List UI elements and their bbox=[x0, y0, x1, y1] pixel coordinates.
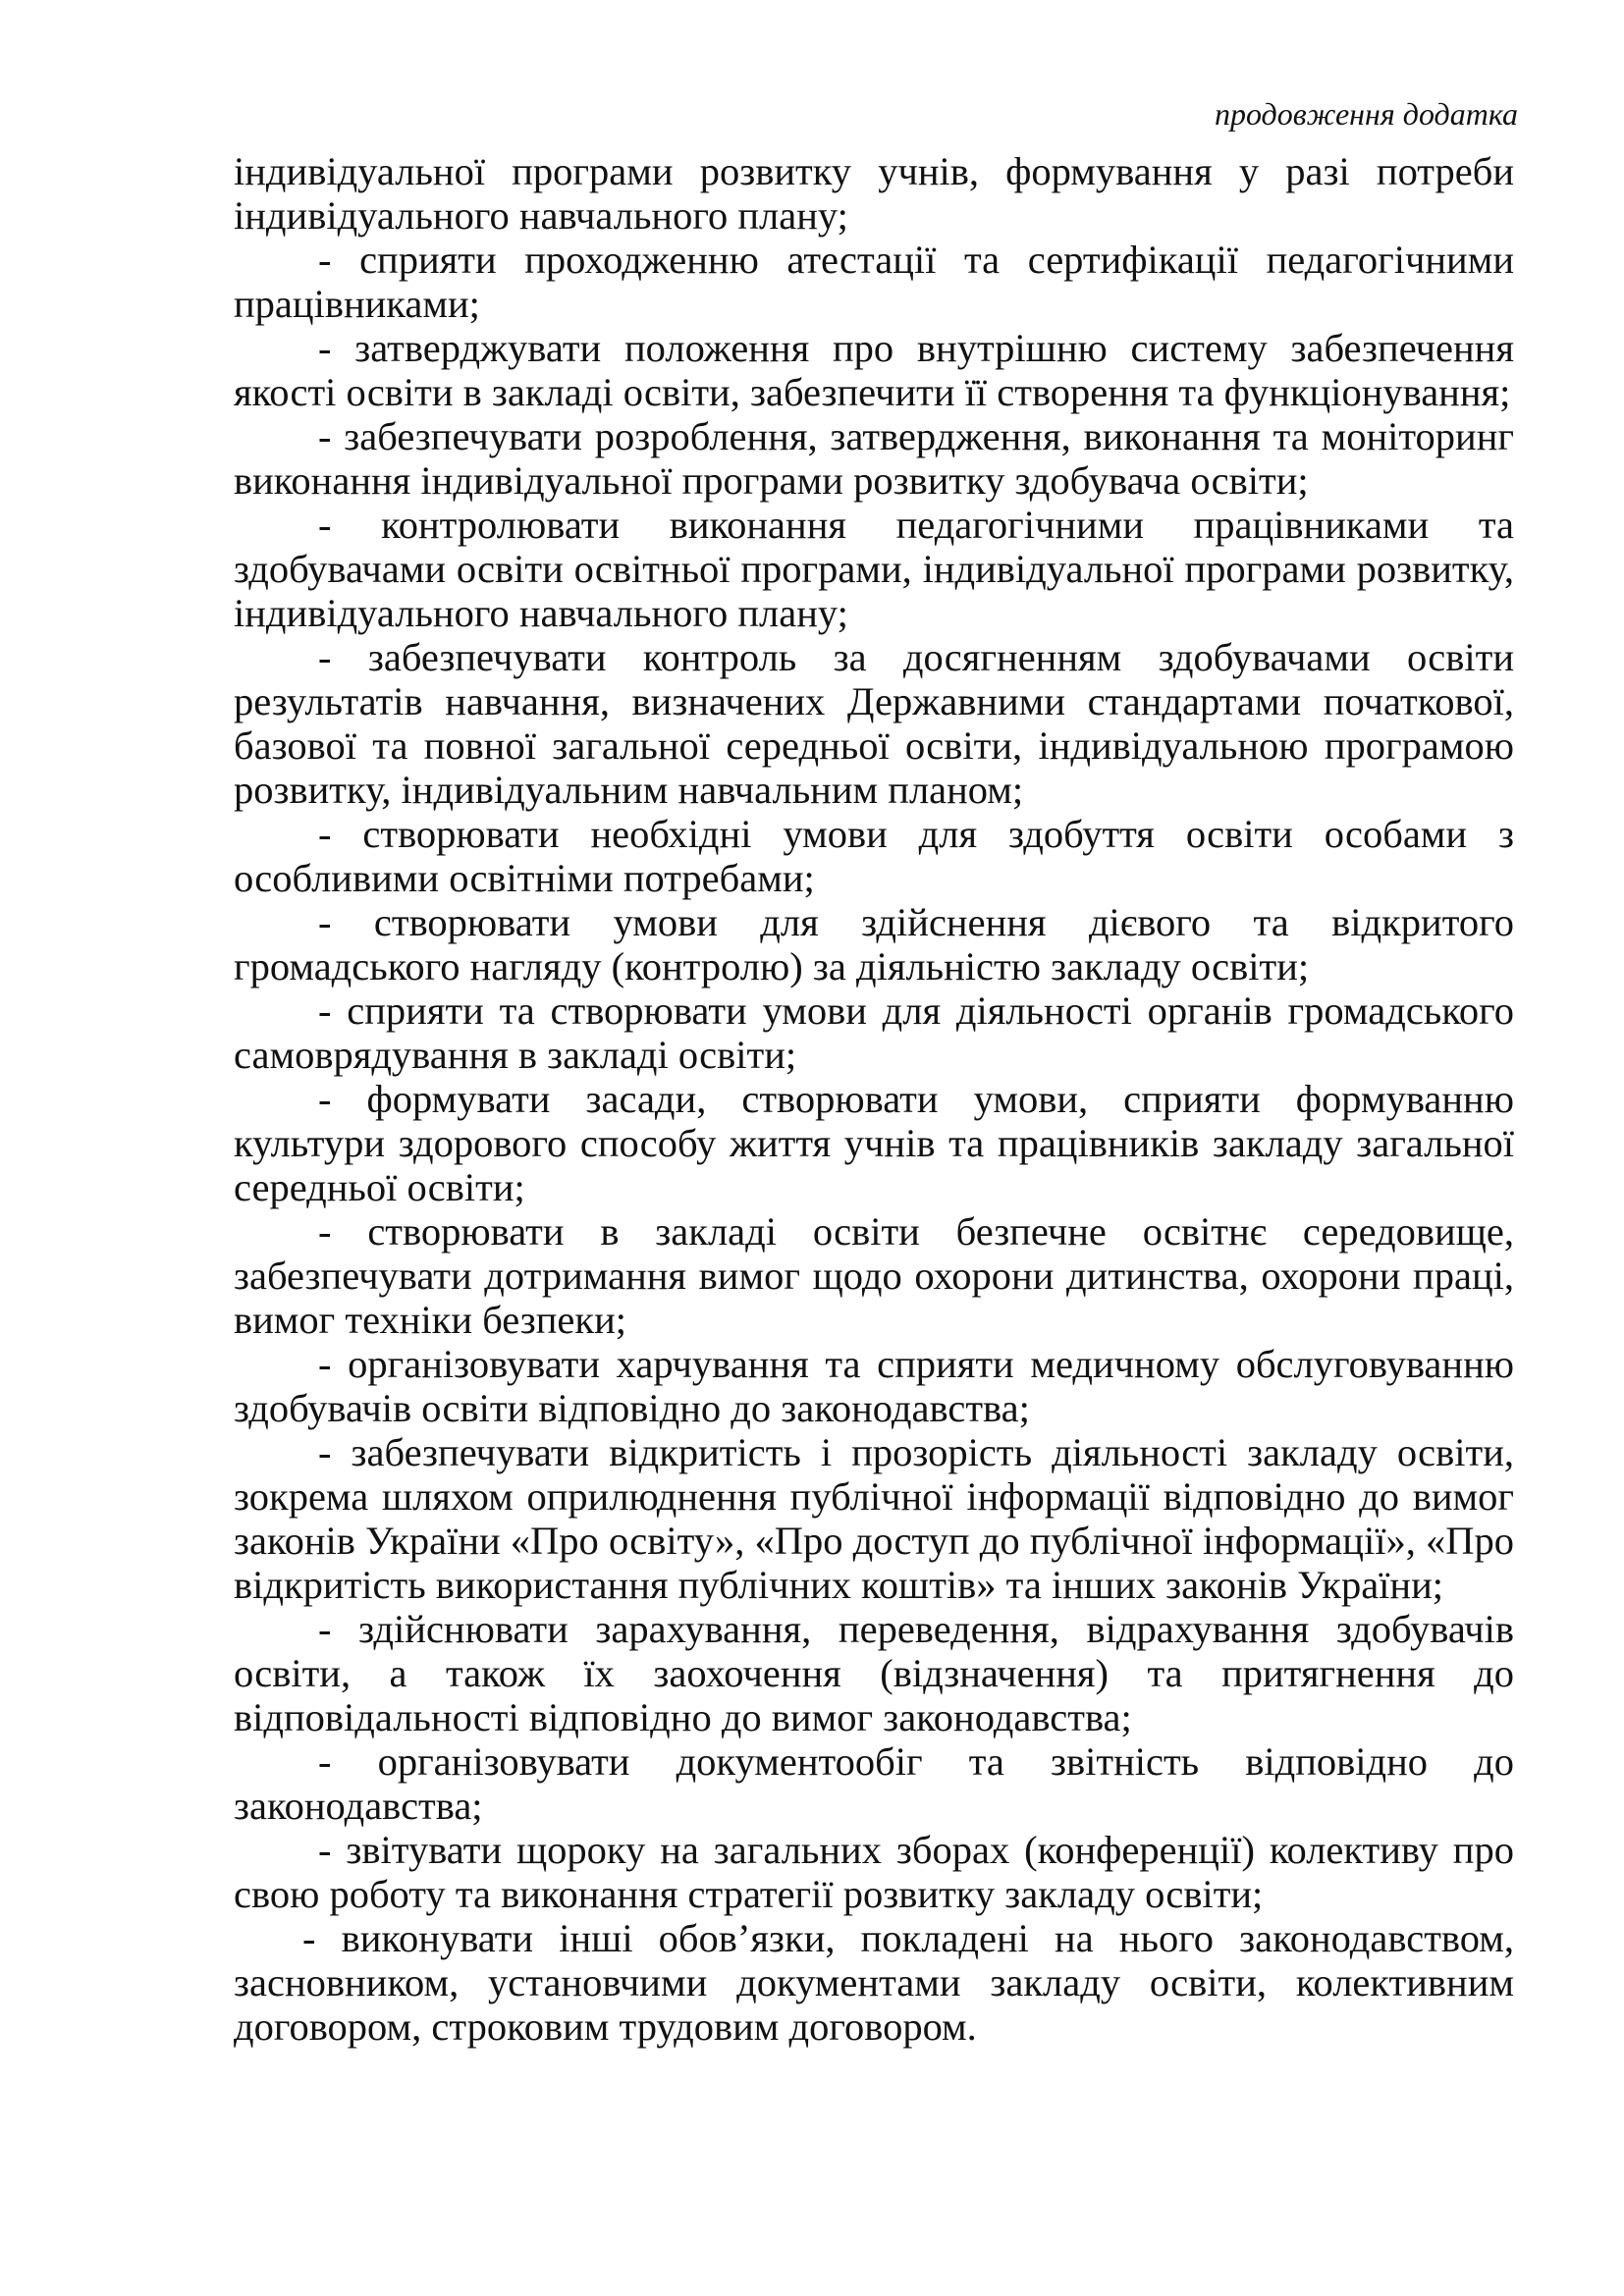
running-header: продовження додатка bbox=[1214, 96, 1518, 132]
list-item: - формувати засади, створювати умови, сприяти формуванню культури здорового способу життя учнів та працівників закладу загальної середньої освіти; bbox=[234, 1077, 1514, 1209]
list-item: - створювати умови для здійснення дієвого та відкритого громадського нагляду (контролю) за діяльністю закладу освіти; bbox=[234, 900, 1514, 988]
list-item: - забезпечувати розроблення, затвердження, виконання та моніторинг виконання індивідуальної програми розвитку здобувача освіти; bbox=[234, 414, 1514, 503]
list-item: - забезпечувати відкритість і прозорість діяльності закладу освіти, зокрема шляхом оприлюднення публічної інформації відповідно до вимог законів України «Про освіту», «Про доступ до публічної інформації», «Про відкритість використання публічних коштів» та інших законів України; bbox=[234, 1430, 1514, 1607]
list-item: - сприяти та створювати умови для діяльності органів громадського самоврядування в закладі освіти; bbox=[234, 988, 1514, 1077]
list-item: - затверджувати положення про внутрішню систему забезпечення якості освіти в закладі освіти, забезпечити її створення та функціонування; bbox=[234, 326, 1514, 414]
list-item: - виконувати інші обов’язки, покладені на нього законодавством, засновником, установчими документами закладу освіти, колективним договором, строковим трудовим договором. bbox=[234, 1916, 1514, 2049]
list-item: - створювати необхідні умови для здобуття освіти особами з особливими освітніми потребами; bbox=[234, 812, 1514, 900]
paragraph-continuation: індивідуальної програми розвитку учнів, формування у разі потреби індивідуального навчального плану; bbox=[234, 149, 1514, 238]
list-item: - контролювати виконання педагогічними працівниками та здобувачами освіти освітньої програми, індивідуальної програми розвитку, індивідуального навчального плану; bbox=[234, 503, 1514, 635]
document-body bbox=[234, 149, 1514, 2049]
list-item: - створювати в закладі освіти безпечне освітнє середовище, забезпечувати дотримання вимог щодо охорони дитинства, охорони праці, вимог техніки безпеки; bbox=[234, 1209, 1514, 1342]
list-item: - сприяти проходженню атестації та сертифікації педагогічними працівниками; bbox=[234, 238, 1514, 326]
list-item: - звітувати щороку на загальних зборах (конференції) колективу про свою роботу та виконання стратегії розвитку закладу освіти; bbox=[234, 1828, 1514, 1916]
list-item: - здійснювати зарахування, переведення, відрахування здобувачів освіти, а також їх заохочення (відзначення) та притягнення до відповідальності відповідно до вимог законодавства; bbox=[234, 1607, 1514, 1739]
list-item: - забезпечувати контроль за досягненням здобувачами освіти результатів навчання, визначених Державними стандартами початкової, базової та повної загальної середньої освіти, індивідуальною програмою розвитку, індивідуальним навчальним планом; bbox=[234, 635, 1514, 812]
list-item: - організовувати харчування та сприяти медичному обслуговуванню здобувачів освіти відповідно до законодавства; bbox=[234, 1342, 1514, 1430]
list-item: - організовувати документообіг та звітність відповідно до законодавства; bbox=[234, 1739, 1514, 1828]
